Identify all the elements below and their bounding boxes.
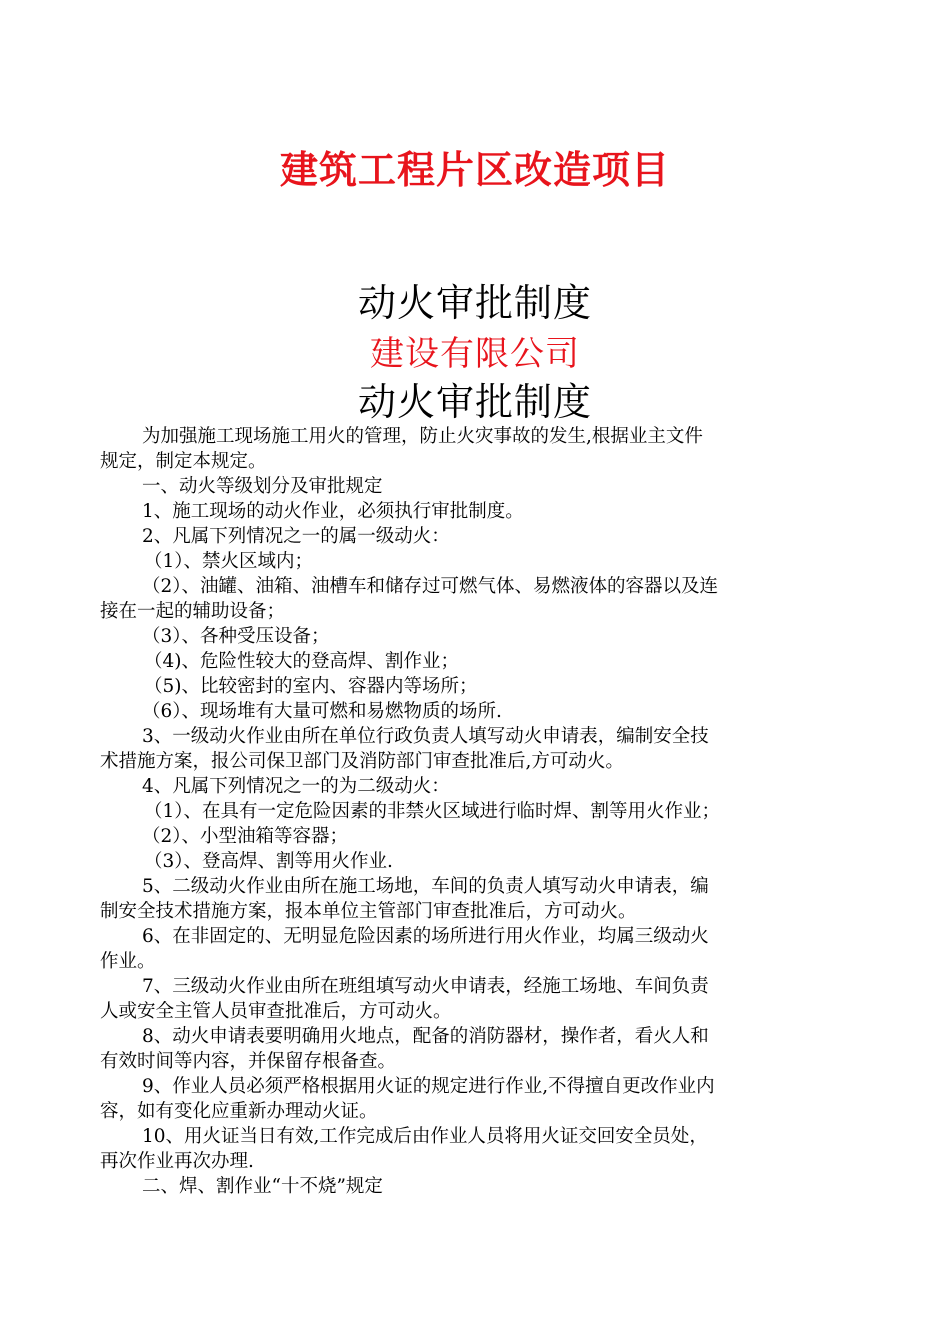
paragraph-line: 术措施方案，报公司保卫部门及消防部门审查批准后,方可动火。 [100, 751, 624, 772]
paragraph-line: 9、作业人员必须严格根据用火证的规定进行作业,不得擅自更改作业内 [142, 1076, 715, 1097]
paragraph-line: 规定，制定本规定。 [100, 451, 267, 472]
list-item: （3）、各种受压设备； [142, 626, 330, 647]
paragraph-line: 10、用火证当日有效,工作完成后由作业人员将用火证交回安全员处， [142, 1126, 708, 1147]
paragraph-line: 8、动火申请表要明确用火地点，配备的消防器材，操作者，看火人和 [142, 1026, 709, 1047]
paragraph-line: 容，如有变化应重新办理动火证。 [100, 1101, 378, 1122]
paragraph-line: 2、凡属下列情况之一的属一级动火： [142, 526, 450, 547]
list-item: （4)、危险性较大的登高焊、割作业； [144, 651, 459, 672]
regulation-body [100, 424, 840, 1199]
paragraph-line: 1、施工现场的动火作业，必须执行审批制度。 [142, 501, 524, 522]
paragraph-line: 接在一起的辅助设备； [100, 601, 286, 622]
paragraph-line: 3、一级动火作业由所在单位行政负责人填写动火申请表，编制安全技 [142, 726, 709, 747]
paragraph-line: 5、二级动火作业由所在施工场地，车间的负责人填写动火申请表，编 [142, 876, 709, 897]
paragraph-line: 再次作业再次办理. [100, 1151, 254, 1172]
paragraph-line: 4、凡属下列情况之一的为二级动火： [142, 776, 450, 797]
list-item: （5)、比较密封的室内、容器内等场所； [144, 676, 478, 697]
list-item: （2）、油罐、油箱、油槽车和储存过可燃气体、易燃液体的容器以及连 [142, 576, 719, 597]
project-title: 建筑工程片区改造项目 [279, 148, 670, 192]
paragraph-line: 制安全技术措施方案，报本单位主管部门审查批准后，方可动火。 [100, 901, 637, 922]
paragraph-line: 人或安全主管人员审查批准后，方可动火。 [100, 1001, 452, 1022]
company-name: 建设有限公司 [370, 334, 580, 374]
list-item: （1）、禁火区域内； [144, 551, 314, 572]
list-item: （2）、小型油箱等容器； [142, 826, 349, 847]
paragraph-line: 有效时间等内容，并保留存根备查。 [100, 1051, 397, 1072]
paragraph-line: 为加强施工现场施工用火的管理，防止火灾事故的发生,根据业主文件 [142, 426, 703, 447]
list-item: （1）、在具有一定危险因素的非禁火区域进行临时焊、割等用火作业； [144, 801, 721, 822]
list-item: （3）、登高焊、割等用火作业. [144, 851, 393, 872]
regulation-heading-main: 动火审批制度 [357, 380, 592, 424]
list-item: （6）、现场堆有大量可燃和易燃物质的场所. [142, 701, 502, 722]
paragraph-line: 作业。 [100, 951, 156, 972]
section-heading: 一、动火等级划分及审批规定 [142, 476, 383, 497]
paragraph-line: 6、在非固定的、无明显危险因素的场所进行用火作业，均属三级动火 [142, 926, 709, 947]
regulation-heading-top: 动火审批制度 [357, 281, 592, 325]
section-heading: 二、焊、割作业“十不烧”规定 [142, 1176, 383, 1197]
paragraph-line: 7、三级动火作业由所在班组填写动火申请表，经施工场地、车间负责 [142, 976, 709, 997]
